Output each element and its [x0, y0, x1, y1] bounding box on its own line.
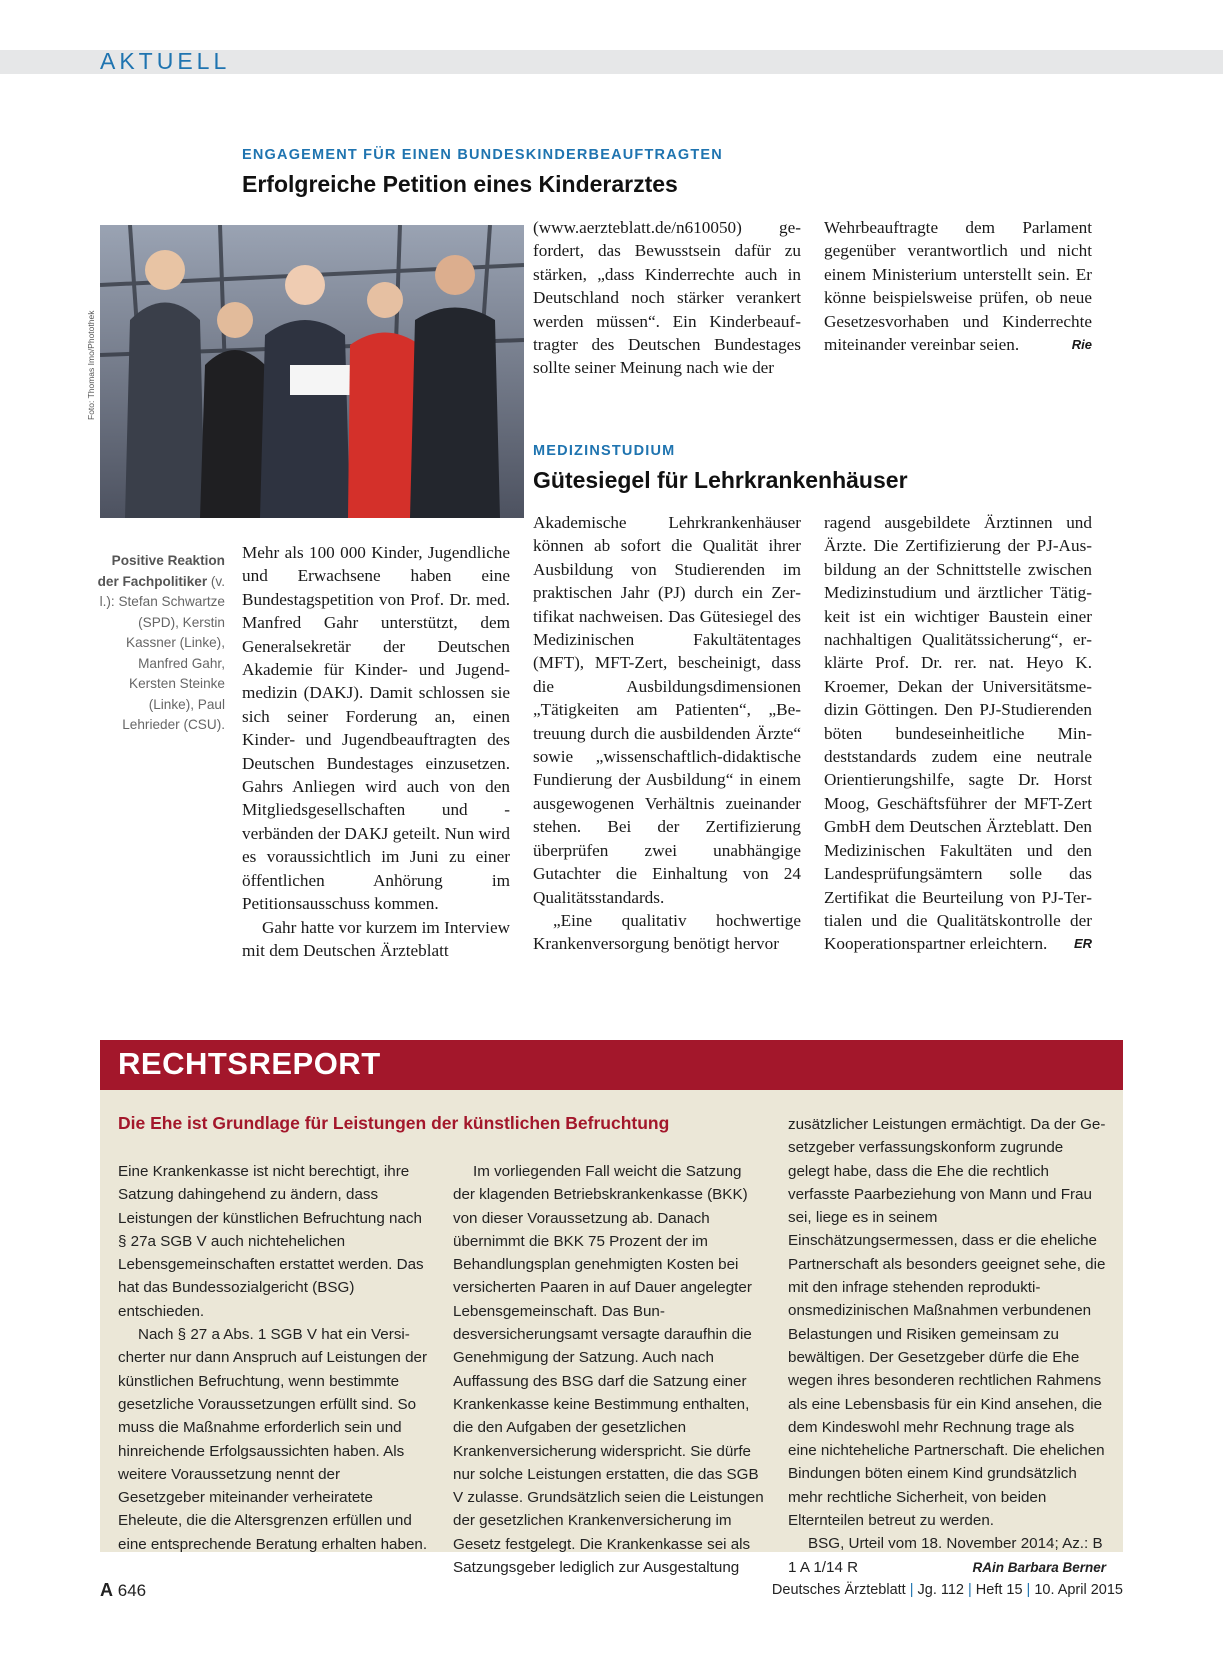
rechtsreport-signature: RAin Barbara Berner	[972, 1559, 1106, 1575]
article1-photo	[100, 225, 524, 518]
section-label: AKTUELL	[100, 48, 231, 74]
rechtsreport-paragraph: zusätzlicher Leistungen ermächtigt. Da der Gesetzgeber verfassungskonform zugrunde gelegt habe, dass die Ehe die rechtlich verfasste Paarbeziehung von Mann und Frau sei, liege es in seinem Einschätzungsermessen, dass er die eheliche Partnerschaft als besonders geeignet sehe, die mit den infrage stehenden reproduktionsmedizinischen Maßnahmen verbundenen Belastungen und Risiken gemeinsam zu bewältigen. Der Gesetzgeber dürfe die Ehe wegen ihres besonderen rechtlichen Rahmens als eine Lebensbasis für ein Kind ansehen, die dem Kindeswohl mehr Rechnung trage als eine nichteheliche Partnerschaft. Die ehelichen Bindungen böten einem Kind grundsätzlich mehr rechtliche Sicherheit, von beiden Elternteilen betreut zu werden.	[788, 1116, 1106, 1530]
article1-column-1	[242, 541, 510, 962]
caption-bold: Positive Reaktion der Fachpolitiker	[97, 553, 225, 589]
rechtsreport-title: RECHTSREPORT	[118, 1046, 381, 1081]
rechtsreport-headline: Die Ehe ist Grundlage für Leistungen der künstlichen Befruchtung	[118, 1113, 670, 1133]
page-prefix: A	[100, 1580, 113, 1600]
page-number	[100, 1580, 146, 1601]
article1-signature: Rie	[1071, 337, 1092, 353]
group-photo-illustration	[100, 225, 524, 518]
article2-paragraph: ragend ausgebildete Ärztinnen und Ärzte. Die Zertifizierung der PJ-Ausbildung an der Schnittstelle zwischen Medizinstudium und ärztlicher Tätigkeit ist ein wichtiger Baustein einer nachhaltigen Qualitätssicherung“, erklärte Prof. Dr. rer. nat. Heyo K. Kroemer, Dekan der Universitätsmedizin Göttingen. Den PJ-Studierenden böten bundeseinheitliche Mindeststandards zudem eine neutrale Orientierungshilfe, sagte Dr. Horst Moog, Geschäftsführer der MFT-Zert GmbH dem Deutschen Ärzteblatt. Den Medizinischen Fakultäten und den Landesprüfungsämtern solle das Zertifikat die Beurteilung von PJ-Tertialen und die Qualitätskontrolle der Kooperationspartner erleichtern.	[824, 513, 1092, 954]
article2-paragraph: „Eine qualitativ hochwertige Krankenversorgung benötigt hervor	[533, 910, 801, 954]
article1-kicker: ENGAGEMENT FÜR EINEN BUNDESKINDERBEAUFTRAGTEN	[242, 147, 723, 163]
caption-text: (v. l.): Stefan Schwartze (SPD), Kerstin Kassner (Linke), Manfred Gahr, Kersten Steinke (Linke), Paul Lehrieder (CSU).	[99, 573, 225, 732]
journal-volume: Jg. 112	[917, 1582, 964, 1598]
journal-date: 10. April 2015	[1034, 1582, 1123, 1598]
article1-paragraph: (www.aerzteblatt.de/n610050) gefordert, das Bewusstsein dafür zu stärken, „dass Kinderrechte auch in Deutschland noch stärker verankert werden müssen“. Ein Kinderbeauftragter des Deutschen Bundestages sollte seiner Meinung nach wie der	[533, 218, 801, 378]
rechtsreport-paragraph: Nach § 27 a Abs. 1 SGB V hat ein Versicherter nur dann Anspruch auf Leistungen der künstlichen Befruchtung, wenn bestimmte gesetzliche Voraussetzungen erfüllt sind. So muss die Maßnahme erforderlich sein und hinreichende Erfolgsaussichten haben. Als weitere Voraussetzung nennt der Gesetzgeber miteinander verheiratete Eheleute, die die Altersgrenzen erfüllen und eine entsprechende Beratung erhalten haben.	[118, 1326, 428, 1553]
article1-column-3	[824, 216, 1092, 356]
article2-column-2	[824, 511, 1092, 956]
article1-paragraph: Mehr als 100 000 Kinder, Jugendliche und Erwachsene haben eine Bundestagspetition von Prof. Dr. med. Manfred Gahr unterstützt, dem Generalsekretär der Deutschen Akademie für Kinder- und Jugendmedizin (DAKJ). Damit schlossen sie sich seiner Forderung an, einen Kinder- und Jugendbeauftragten des Deutschen Bundestages einzusetzen. Gahrs Anliegen wird auch von den Mitgliedsgesellschaften und -verbänden der DAKJ geteilt. Nun wird es voraussichtlich im Juni zu einer öffentlichen Anhörung im Petitionsausschuss kommen.	[242, 543, 510, 914]
journal-name: Deutsches Ärzteblatt	[771, 1582, 906, 1598]
article1-headline: Erfolgreiche Petition eines Kinderarztes	[242, 171, 678, 197]
rechtsreport-column-1	[118, 1160, 430, 1556]
article2-column-1	[533, 511, 801, 956]
article1-paragraph: Gahr hatte vor kurzem im Interview mit dem Deutschen Ärzteblatt	[242, 917, 510, 960]
article2-paragraph: Akademische Lehrkrankenhäuser können ab sofort die Qualität ihrer Ausbildung von Studierenden im praktischen Jahr (PJ) durch ein Zertifikat nachweisen. Das Gütesiegel des Medizinischen Fakultätentages (MFT), MFT-Zert, bescheinigt, dass die Ausbildungsdimensionen „Tätigkeiten am Patienten“, „Betreuung durch die ausbildenden Ärzte“ sowie „wissenschaftlich-didaktische Fundierung der Ausbildung“ in einem ausgewogenen Verhältnis zueinander stehen. Bei der Zertifizierung überprüfen zwei unabhängige Gutachter die Einhaltung von 24 Qualitätsstandards.	[533, 513, 801, 907]
article1-column-2	[533, 216, 801, 380]
photo-caption	[92, 551, 225, 736]
rechtsreport-citation: BSG, Urteil vom 18. November 2014; Az.: B 1 A 1/14 R	[788, 1535, 1103, 1576]
article2-signature: ER	[1073, 936, 1092, 952]
journal-issue: Heft 15	[975, 1582, 1023, 1598]
rechtsreport-column-3	[788, 1113, 1106, 1579]
photo-credit: Foto: Thomas Imo/Photothek	[86, 310, 96, 420]
journal-info: Deutsches Ärzteblatt | Jg. 112 | Heft 15 | 10. April 2015	[771, 1582, 1123, 1598]
rechtsreport-column-2	[453, 1160, 765, 1579]
rechtsreport-paragraph: Im vorliegenden Fall weicht die Satzung der klagenden Betriebskrankenkasse (BKK) von dieser Voraussetzung ab. Danach übernimmt die BKK 75 Prozent der im Behandlungsplan genehmigten Kosten bei versicherten Paaren in auf Dauer angelegter Lebensgemeinschaft. Das Bundesversicherungsamt versagte daraufhin die Genehmigung der Satzung. Auch nach Auffassung des BSG darf die Satzung einer Krankenkasse keine Bestimmung enthalten, die den Aufgaben der gesetzlichen Krankenversicherung widerspricht. Sie dürfe nur solche Leistungen erstatten, die das SGB V zulasse. Grundsätzlich seien die Leistungen der gesetzlichen Krankenversicherung im Gesetz festgelegt. Die Krankenkasse sei als Satzungsgeber lediglich zur Ausgestaltung	[453, 1163, 764, 1577]
page-number-value: 646	[117, 1581, 147, 1600]
article2-headline: Gütesiegel für Lehrkrankenhäuser	[533, 467, 908, 493]
rechtsreport-paragraph: Eine Krankenkasse ist nicht berechtigt, ihre Satzung dahingehend zu ändern, dass Leistungen der künstlichen Befruchtung nach § 27a SGB V auch nichtehelichen Lebensgemeinschaften erstattet werden. Das hat das Bundessozialgericht (BSG) entschieden.	[118, 1163, 424, 1320]
article2-kicker: MEDIZINSTUDIUM	[533, 443, 676, 459]
article1-paragraph: Wehrbeauftragte dem Parlament gegenüber verantwortlich und nicht einem Ministerium unterstellt sein. Er könne beispielsweise prüfen, ob neue Gesetzesvorhaben und Kinderrechte miteinander vereinbar seien.	[824, 218, 1092, 355]
